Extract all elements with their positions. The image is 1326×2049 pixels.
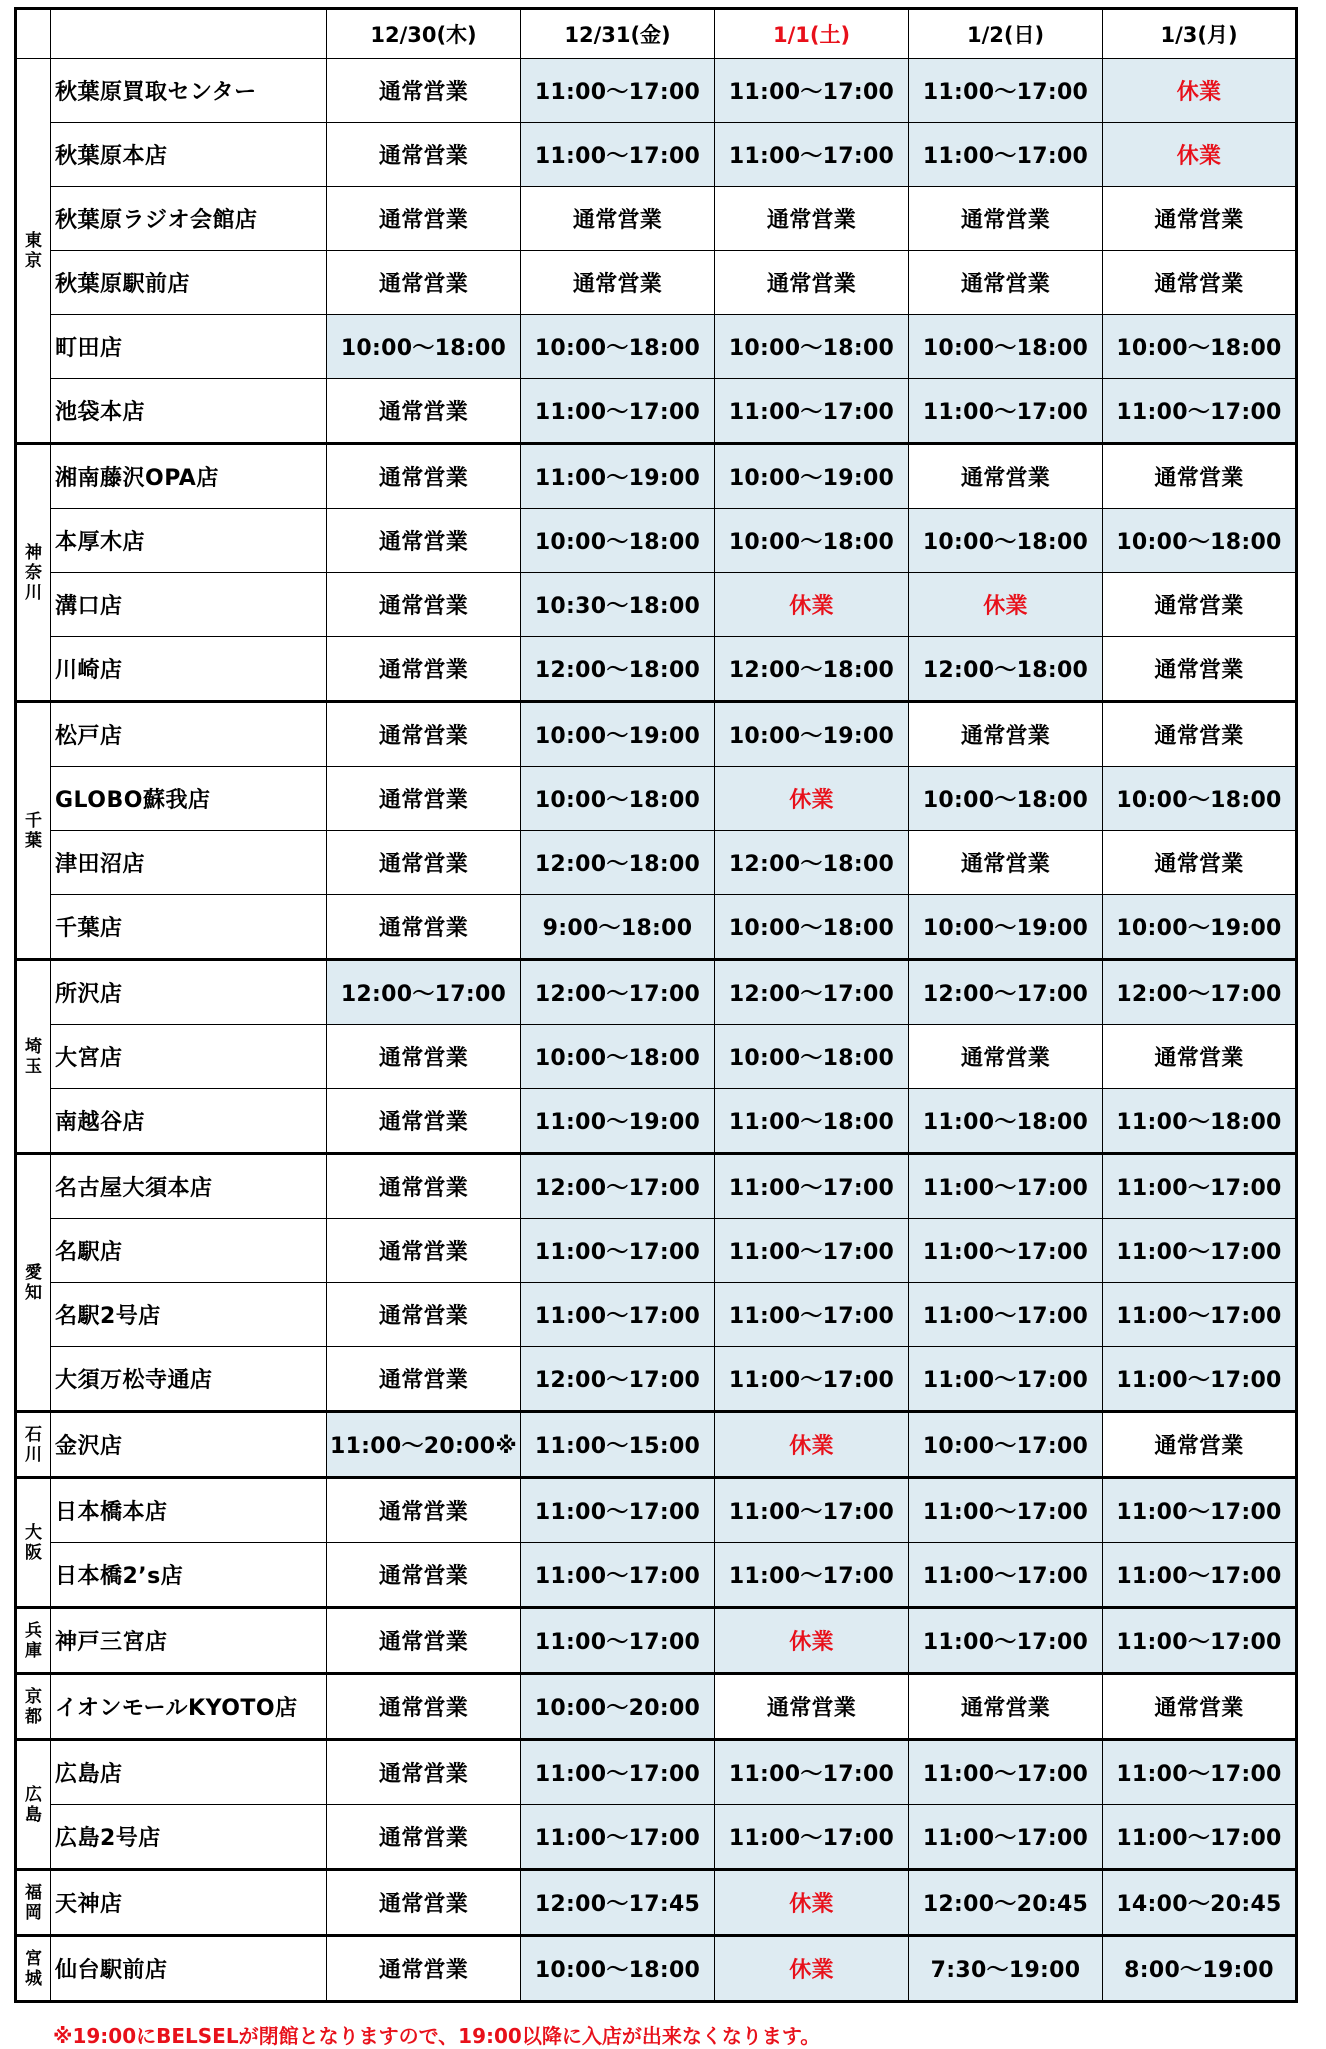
store-name: 名古屋大須本店 bbox=[51, 1154, 327, 1219]
hours-cell: 11:00～17:00 bbox=[909, 379, 1103, 444]
hours-cell: 通常営業 bbox=[327, 1608, 521, 1674]
hours-cell: 9:00～18:00 bbox=[521, 895, 715, 960]
prefecture-label: 宮 城 bbox=[16, 1936, 51, 2002]
hours-cell: 11:00～17:00 bbox=[1103, 1347, 1297, 1412]
hours-cell: 通常営業 bbox=[327, 1154, 521, 1219]
prefecture-label: 神 奈 川 bbox=[16, 444, 51, 702]
hours-cell: 11:00～20:00※ bbox=[327, 1412, 521, 1478]
closed-cell: 休業 bbox=[715, 1870, 909, 1936]
store-name: 名駅2号店 bbox=[51, 1283, 327, 1347]
prefecture-label: 広 島 bbox=[16, 1740, 51, 1870]
header-blank-pref bbox=[16, 9, 51, 59]
hours-cell: 11:00～17:00 bbox=[909, 1347, 1103, 1412]
store-name: 広島店 bbox=[51, 1740, 327, 1805]
hours-cell: 10:00～19:00 bbox=[909, 895, 1103, 960]
hours-cell: 11:00～19:00 bbox=[521, 444, 715, 509]
store-row bbox=[16, 1870, 1297, 1936]
store-name: 秋葉原ラジオ会館店 bbox=[51, 187, 327, 251]
hours-cell: 11:00～17:00 bbox=[909, 1478, 1103, 1543]
hours-cell: 11:00～19:00 bbox=[521, 1089, 715, 1154]
closed-cell: 休業 bbox=[715, 767, 909, 831]
date-header: 1/1(土) bbox=[715, 9, 909, 59]
store-name: 千葉店 bbox=[51, 895, 327, 960]
store-row bbox=[16, 509, 1297, 573]
store-name: 所沢店 bbox=[51, 960, 327, 1025]
hours-cell: 通常営業 bbox=[327, 1805, 521, 1870]
hours-cell: 11:00～17:00 bbox=[715, 59, 909, 123]
hours-cell: 通常営業 bbox=[1103, 1025, 1297, 1089]
hours-cell: 11:00～17:00 bbox=[1103, 379, 1297, 444]
hours-cell: 10:00～18:00 bbox=[1103, 509, 1297, 573]
date-header: 1/2(日) bbox=[909, 9, 1103, 59]
hours-cell: 通常営業 bbox=[327, 251, 521, 315]
hours-cell: 11:00～17:00 bbox=[521, 1740, 715, 1805]
closed-cell: 休業 bbox=[715, 1936, 909, 2002]
hours-cell: 12:00～17:00 bbox=[1103, 960, 1297, 1025]
hours-cell: 10:00～18:00 bbox=[327, 315, 521, 379]
header-row bbox=[16, 9, 1297, 59]
hours-cell: 11:00～17:00 bbox=[715, 379, 909, 444]
hours-cell: 通常営業 bbox=[909, 444, 1103, 509]
store-row bbox=[16, 1674, 1297, 1740]
hours-cell: 10:00～20:00 bbox=[521, 1674, 715, 1740]
store-name: 町田店 bbox=[51, 315, 327, 379]
hours-cell: 通常営業 bbox=[327, 59, 521, 123]
store-row bbox=[16, 1025, 1297, 1089]
store-name: 名駅店 bbox=[51, 1219, 327, 1283]
store-name: 日本橋本店 bbox=[51, 1478, 327, 1543]
prefecture-label: 京 都 bbox=[16, 1674, 51, 1740]
hours-cell: 通常営業 bbox=[327, 1478, 521, 1543]
hours-cell: 12:00～17:00 bbox=[909, 960, 1103, 1025]
closed-cell: 休業 bbox=[1103, 123, 1297, 187]
hours-cell: 通常営業 bbox=[327, 1936, 521, 2002]
hours-cell: 10:00～18:00 bbox=[909, 509, 1103, 573]
store-name: 広島2号店 bbox=[51, 1805, 327, 1870]
hours-cell: 通常営業 bbox=[327, 767, 521, 831]
hours-cell: 12:00～17:00 bbox=[715, 960, 909, 1025]
prefecture-label: 大 阪 bbox=[16, 1478, 51, 1608]
hours-cell: 11:00～17:00 bbox=[521, 1478, 715, 1543]
store-row bbox=[16, 187, 1297, 251]
closed-cell: 休業 bbox=[715, 1608, 909, 1674]
hours-cell: 通常営業 bbox=[1103, 1412, 1297, 1478]
store-row bbox=[16, 1283, 1297, 1347]
hours-cell: 通常営業 bbox=[909, 187, 1103, 251]
header-blank-store bbox=[51, 9, 327, 59]
hours-cell: 通常営業 bbox=[1103, 573, 1297, 637]
holiday-hours-table bbox=[14, 7, 1298, 2003]
hours-cell: 11:00～17:00 bbox=[909, 123, 1103, 187]
hours-cell: 10:00～18:00 bbox=[715, 509, 909, 573]
store-name: 秋葉原駅前店 bbox=[51, 251, 327, 315]
store-row bbox=[16, 573, 1297, 637]
hours-cell: 11:00～17:00 bbox=[909, 1740, 1103, 1805]
hours-cell: 11:00～17:00 bbox=[715, 123, 909, 187]
hours-cell: 通常営業 bbox=[327, 1025, 521, 1089]
hours-cell: 12:00～20:45 bbox=[909, 1870, 1103, 1936]
closed-cell: 休業 bbox=[909, 573, 1103, 637]
prefecture-label: 愛 知 bbox=[16, 1154, 51, 1412]
hours-cell: 通常営業 bbox=[909, 251, 1103, 315]
hours-cell: 通常営業 bbox=[327, 1347, 521, 1412]
hours-cell: 11:00～18:00 bbox=[715, 1089, 909, 1154]
hours-cell: 通常営業 bbox=[1103, 831, 1297, 895]
date-header: 12/30(木) bbox=[327, 9, 521, 59]
store-row bbox=[16, 1412, 1297, 1478]
hours-cell: 10:30～18:00 bbox=[521, 573, 715, 637]
hours-cell: 12:00～17:00 bbox=[521, 1347, 715, 1412]
store-row bbox=[16, 1347, 1297, 1412]
hours-cell: 通常営業 bbox=[327, 1674, 521, 1740]
hours-cell: 11:00～17:00 bbox=[715, 1543, 909, 1608]
store-name: 秋葉原本店 bbox=[51, 123, 327, 187]
hours-cell: 通常営業 bbox=[327, 1740, 521, 1805]
hours-cell: 10:00～18:00 bbox=[909, 767, 1103, 831]
hours-cell: 10:00～19:00 bbox=[715, 444, 909, 509]
store-name: 天神店 bbox=[51, 1870, 327, 1936]
hours-cell: 通常営業 bbox=[909, 1674, 1103, 1740]
hours-cell: 11:00～15:00 bbox=[521, 1412, 715, 1478]
hours-cell: 通常営業 bbox=[1103, 187, 1297, 251]
hours-cell: 通常営業 bbox=[521, 187, 715, 251]
closed-cell: 休業 bbox=[715, 573, 909, 637]
closed-cell: 休業 bbox=[1103, 59, 1297, 123]
hours-cell: 通常営業 bbox=[327, 1089, 521, 1154]
store-row bbox=[16, 831, 1297, 895]
hours-cell: 10:00～18:00 bbox=[1103, 767, 1297, 831]
hours-cell: 通常営業 bbox=[1103, 637, 1297, 702]
hours-cell: 通常営業 bbox=[327, 379, 521, 444]
hours-cell: 通常営業 bbox=[909, 831, 1103, 895]
prefecture-label: 千 葉 bbox=[16, 702, 51, 960]
hours-cell: 11:00～17:00 bbox=[1103, 1478, 1297, 1543]
hours-cell: 11:00～17:00 bbox=[1103, 1219, 1297, 1283]
prefecture-label: 東 京 bbox=[16, 59, 51, 444]
store-row bbox=[16, 895, 1297, 960]
store-name: 池袋本店 bbox=[51, 379, 327, 444]
hours-cell: 11:00～17:00 bbox=[715, 1347, 909, 1412]
hours-cell: 11:00～17:00 bbox=[909, 1219, 1103, 1283]
hours-cell: 12:00～18:00 bbox=[909, 637, 1103, 702]
hours-cell: 11:00～17:00 bbox=[715, 1478, 909, 1543]
hours-cell: 11:00～17:00 bbox=[1103, 1154, 1297, 1219]
hours-cell: 11:00～17:00 bbox=[909, 1543, 1103, 1608]
store-name: 神戸三宮店 bbox=[51, 1608, 327, 1674]
hours-cell: 10:00～18:00 bbox=[521, 1025, 715, 1089]
store-name: 溝口店 bbox=[51, 573, 327, 637]
store-row bbox=[16, 1936, 1297, 2002]
hours-cell: 11:00～17:00 bbox=[1103, 1283, 1297, 1347]
hours-cell: 11:00～17:00 bbox=[909, 1805, 1103, 1870]
hours-cell: 10:00～18:00 bbox=[909, 315, 1103, 379]
hours-cell: 通常営業 bbox=[327, 187, 521, 251]
hours-cell: 11:00～17:00 bbox=[1103, 1608, 1297, 1674]
store-row bbox=[16, 1219, 1297, 1283]
hours-cell: 12:00～18:00 bbox=[521, 831, 715, 895]
hours-cell: 通常営業 bbox=[327, 1219, 521, 1283]
store-name: 南越谷店 bbox=[51, 1089, 327, 1154]
hours-cell: 10:00～18:00 bbox=[715, 315, 909, 379]
hours-cell: 通常営業 bbox=[327, 444, 521, 509]
hours-cell: 通常営業 bbox=[327, 1543, 521, 1608]
hours-cell: 11:00～17:00 bbox=[909, 1608, 1103, 1674]
store-row bbox=[16, 702, 1297, 767]
hours-cell: 通常営業 bbox=[715, 187, 909, 251]
hours-cell: 11:00～17:00 bbox=[1103, 1543, 1297, 1608]
hours-cell: 通常営業 bbox=[909, 1025, 1103, 1089]
hours-cell: 12:00～17:45 bbox=[521, 1870, 715, 1936]
hours-cell: 14:00～20:45 bbox=[1103, 1870, 1297, 1936]
date-header: 1/3(月) bbox=[1103, 9, 1297, 59]
hours-cell: 通常営業 bbox=[1103, 1674, 1297, 1740]
store-row bbox=[16, 444, 1297, 509]
hours-cell: 10:00～18:00 bbox=[715, 895, 909, 960]
hours-cell: 12:00～17:00 bbox=[521, 960, 715, 1025]
store-row bbox=[16, 637, 1297, 702]
hours-cell: 11:00～18:00 bbox=[1103, 1089, 1297, 1154]
store-row bbox=[16, 1154, 1297, 1219]
store-name: イオンモールKYOTO店 bbox=[51, 1674, 327, 1740]
store-name: 秋葉原買取センター bbox=[51, 59, 327, 123]
hours-cell: 11:00～17:00 bbox=[1103, 1805, 1297, 1870]
hours-cell: 通常営業 bbox=[521, 251, 715, 315]
store-row bbox=[16, 1478, 1297, 1543]
hours-cell: 11:00～18:00 bbox=[909, 1089, 1103, 1154]
store-row bbox=[16, 123, 1297, 187]
prefecture-label: 埼 玉 bbox=[16, 960, 51, 1154]
store-name: 松戸店 bbox=[51, 702, 327, 767]
hours-cell: 10:00～19:00 bbox=[1103, 895, 1297, 960]
store-name: GLOBO蘇我店 bbox=[51, 767, 327, 831]
date-header: 12/31(金) bbox=[521, 9, 715, 59]
hours-cell: 通常営業 bbox=[327, 1870, 521, 1936]
hours-cell: 11:00～17:00 bbox=[521, 1283, 715, 1347]
prefecture-label: 兵 庫 bbox=[16, 1608, 51, 1674]
hours-cell: 12:00～18:00 bbox=[715, 831, 909, 895]
prefecture-label: 福 岡 bbox=[16, 1870, 51, 1936]
store-name: 湘南藤沢OPA店 bbox=[51, 444, 327, 509]
hours-cell: 11:00～17:00 bbox=[1103, 1740, 1297, 1805]
hours-cell: 11:00～17:00 bbox=[715, 1219, 909, 1283]
hours-cell: 通常営業 bbox=[327, 509, 521, 573]
hours-cell: 通常営業 bbox=[715, 251, 909, 315]
hours-cell: 通常営業 bbox=[327, 1283, 521, 1347]
hours-cell: 通常営業 bbox=[715, 1674, 909, 1740]
store-row bbox=[16, 251, 1297, 315]
hours-cell: 通常営業 bbox=[327, 573, 521, 637]
hours-cell: 通常営業 bbox=[1103, 251, 1297, 315]
hours-cell: 10:00～18:00 bbox=[521, 509, 715, 573]
hours-cell: 11:00～17:00 bbox=[715, 1805, 909, 1870]
hours-cell: 12:00～18:00 bbox=[521, 637, 715, 702]
hours-cell: 通常営業 bbox=[1103, 444, 1297, 509]
hours-cell: 11:00～17:00 bbox=[521, 59, 715, 123]
store-row bbox=[16, 1805, 1297, 1870]
store-name: 仙台駅前店 bbox=[51, 1936, 327, 2002]
hours-cell: 通常営業 bbox=[327, 895, 521, 960]
hours-cell: 11:00～17:00 bbox=[909, 1154, 1103, 1219]
hours-cell: 8:00～19:00 bbox=[1103, 1936, 1297, 2002]
hours-cell: 12:00～17:00 bbox=[327, 960, 521, 1025]
store-name: 本厚木店 bbox=[51, 509, 327, 573]
hours-cell: 11:00～17:00 bbox=[715, 1154, 909, 1219]
store-name: 大須万松寺通店 bbox=[51, 1347, 327, 1412]
store-row bbox=[16, 767, 1297, 831]
hours-cell: 11:00～17:00 bbox=[521, 123, 715, 187]
hours-cell: 通常営業 bbox=[327, 702, 521, 767]
hours-cell: 10:00～17:00 bbox=[909, 1412, 1103, 1478]
store-row bbox=[16, 379, 1297, 444]
hours-cell: 11:00～17:00 bbox=[521, 1805, 715, 1870]
hours-cell: 11:00～17:00 bbox=[715, 1740, 909, 1805]
store-row bbox=[16, 1608, 1297, 1674]
store-name: 大宮店 bbox=[51, 1025, 327, 1089]
hours-cell: 10:00～18:00 bbox=[521, 1936, 715, 2002]
hours-cell: 11:00～17:00 bbox=[715, 1283, 909, 1347]
store-row bbox=[16, 960, 1297, 1025]
hours-cell: 通常営業 bbox=[1103, 702, 1297, 767]
hours-cell: 11:00～17:00 bbox=[521, 1543, 715, 1608]
hours-cell: 11:00～17:00 bbox=[521, 379, 715, 444]
hours-cell: 10:00～18:00 bbox=[1103, 315, 1297, 379]
hours-cell: 10:00～18:00 bbox=[521, 767, 715, 831]
closed-cell: 休業 bbox=[715, 1412, 909, 1478]
hours-cell: 11:00～17:00 bbox=[521, 1608, 715, 1674]
hours-cell: 11:00～17:00 bbox=[909, 59, 1103, 123]
hours-cell: 通常営業 bbox=[327, 123, 521, 187]
store-name: 川崎店 bbox=[51, 637, 327, 702]
hours-cell: 7:30～19:00 bbox=[909, 1936, 1103, 2002]
store-name: 日本橋2’s店 bbox=[51, 1543, 327, 1608]
store-name: 金沢店 bbox=[51, 1412, 327, 1478]
store-row bbox=[16, 1543, 1297, 1608]
hours-cell: 11:00～17:00 bbox=[909, 1283, 1103, 1347]
hours-cell: 12:00～18:00 bbox=[715, 637, 909, 702]
store-row bbox=[16, 1089, 1297, 1154]
store-name: 津田沼店 bbox=[51, 831, 327, 895]
hours-cell: 通常営業 bbox=[327, 637, 521, 702]
footnote: ※19:00にBELSELが閉館となりますので、19:00以降に入店が出来なくなります。 bbox=[53, 2024, 821, 2048]
prefecture-label: 石 川 bbox=[16, 1412, 51, 1478]
store-row bbox=[16, 1740, 1297, 1805]
hours-cell: 11:00～17:00 bbox=[521, 1219, 715, 1283]
hours-cell: 10:00～18:00 bbox=[521, 315, 715, 379]
store-row bbox=[16, 315, 1297, 379]
store-row bbox=[16, 59, 1297, 123]
hours-cell: 10:00～18:00 bbox=[715, 1025, 909, 1089]
hours-cell: 10:00～19:00 bbox=[521, 702, 715, 767]
hours-cell: 10:00～19:00 bbox=[715, 702, 909, 767]
hours-cell: 通常営業 bbox=[327, 831, 521, 895]
schedule-body bbox=[16, 59, 1297, 2002]
hours-cell: 通常営業 bbox=[909, 702, 1103, 767]
hours-cell: 12:00～17:00 bbox=[521, 1154, 715, 1219]
